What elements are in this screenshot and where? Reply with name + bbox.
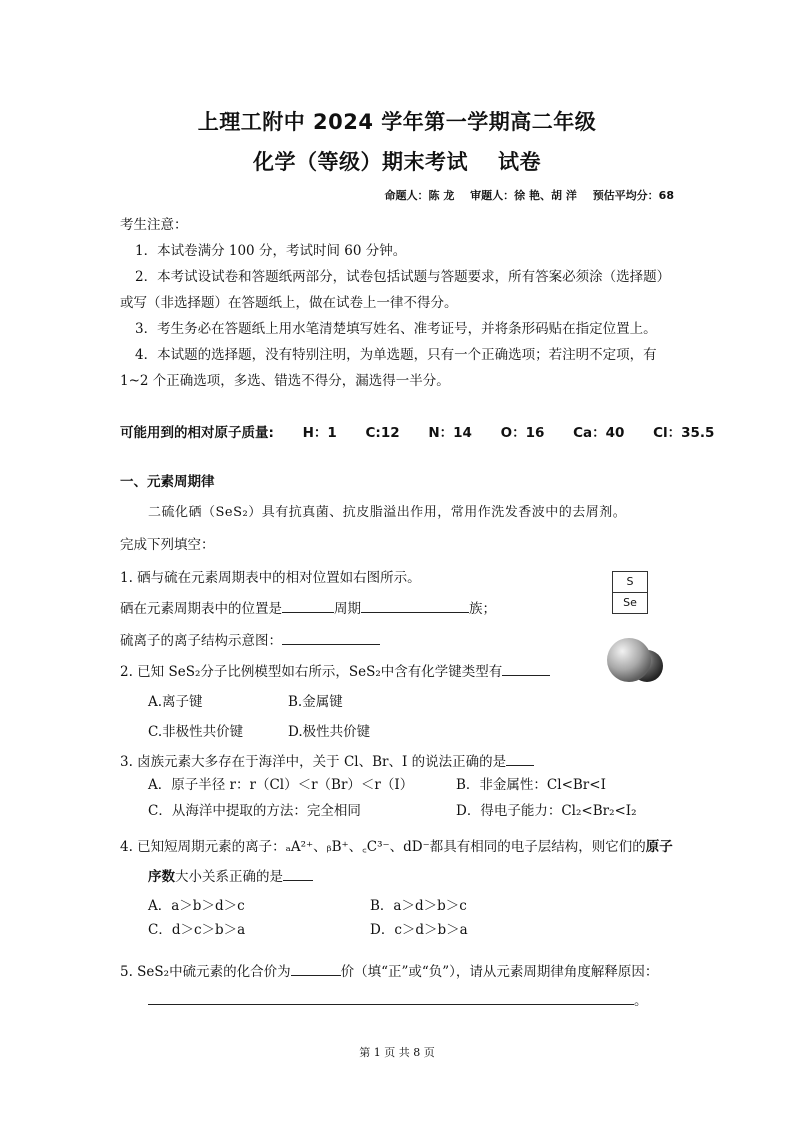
notice-heading: 考生注意：	[120, 217, 188, 233]
q2-option: C.非极性共价键	[148, 724, 244, 740]
q4-stem-cont: 序数大小关系正确的是	[148, 866, 313, 887]
q2-stem: 2. 已知 SeS₂分子比例模型如右所示，SeS₂中含有化学键类型有	[120, 661, 550, 682]
answer-blank[interactable]	[506, 751, 534, 766]
q4-stem: 4. 已知短周期元素的离子：ₐA²⁺、ᵦB⁺、꜀C³⁻、dD⁻都具有相同的电子层结构，则它们的原子	[120, 839, 673, 855]
exam-subtitle: 化学（等级）期末考试 试卷	[253, 150, 541, 174]
q3-stem: 3. 卤族元素大多存在于海洋中，关于 Cl、Br、I 的说法正确的是	[120, 751, 534, 772]
atomic-mass-value: O：16	[500, 425, 545, 441]
atomic-mass-value: N：14	[428, 425, 472, 441]
q2-option: B.金属键	[288, 694, 343, 710]
notice-item: 或写（非选择题）在答题纸上，做在试卷上一律不得分。	[120, 295, 458, 311]
q3-option: A．原子半径 r：r（Cl）＜r（Br）＜r（I）	[148, 777, 414, 793]
q4-option: C．d＞c＞b＞a	[148, 922, 246, 938]
q3-option: D．得电子能力：Cl₂<Br₂<I₂	[456, 803, 637, 819]
reviewer: 审题人：徐 艳、胡 洋	[470, 189, 577, 202]
q4-option: D．c＞d＞b＞a	[370, 922, 468, 938]
answer-blank[interactable]	[148, 990, 634, 1005]
q5-answer-line: 。	[148, 990, 648, 1011]
section-intro: 二硫化硒（SeS₂）具有抗真菌、抗皮脂溢出作用，常用作洗发香波中的去屑剂。	[148, 505, 627, 520]
notice-item: 4．本试题的选择题，没有特别注明，为单选题，只有一个正确选项；若注明不定项，有	[135, 347, 657, 363]
answer-blank[interactable]	[502, 661, 550, 676]
q1-line3: 硫离子的离子结构示意图：	[120, 630, 380, 651]
q5-stem: 5. SeS₂中硫元素的化合价为 价（填“正”或“负”），请从元素周期律角度解释原因：	[120, 961, 658, 982]
atomic-mass-label: 可能用到的相对原子质量:	[120, 425, 274, 441]
cell-s: S	[626, 575, 634, 588]
page-footer: 第 1 页 共 8 页	[359, 1046, 435, 1059]
sees2-space-filling-model	[598, 636, 670, 686]
periodic-table-fragment	[612, 571, 648, 614]
section-heading: 一、元素周期律	[120, 474, 215, 490]
notice-item: 1．本试卷满分 100 分，考试时间 60 分钟。	[135, 243, 407, 259]
exam-meta	[372, 187, 674, 203]
answer-blank[interactable]	[361, 598, 469, 613]
atomic-mass-value: Ca：40	[573, 425, 625, 441]
notice-item: 3．考生务必在答题纸上用水笔清楚填写姓名、准考证号，并将条形码贴在指定位置上。	[135, 321, 657, 337]
se-atom	[607, 638, 651, 682]
answer-blank[interactable]	[282, 598, 334, 613]
q1-stem: 1. 硒与硫在元素周期表中的相对位置如右图所示。	[120, 570, 421, 586]
atomic-mass-value: C:12	[365, 425, 400, 441]
q2-option: A.离子键	[148, 694, 203, 710]
answer-blank[interactable]	[282, 630, 380, 645]
ion-list: ₐA²⁺、ᵦB⁺、꜀C³⁻、dD⁻	[285, 839, 430, 855]
exam-title: 上理工附中 2024 学年第一学期高二年级	[197, 110, 597, 134]
q1-line2: 硒在元素周期表中的位置是 周期 族；	[120, 598, 496, 619]
q3-option: C．从海洋中提取的方法：完全相同	[148, 803, 361, 819]
answer-blank[interactable]	[291, 961, 341, 976]
q4-option: B．a＞d＞b＞c	[370, 898, 467, 914]
q3-option: B．非金属性：Cl<Br<I	[456, 777, 606, 793]
proposer: 命题人：陈 龙	[384, 189, 455, 202]
section-instruction: 完成下列填空：	[120, 537, 215, 553]
answer-blank[interactable]	[283, 866, 313, 881]
q4-option: A．a＞b＞d＞c	[148, 898, 245, 914]
atomic-mass-value: Cl：35.5	[653, 425, 715, 441]
q2-option: D.极性共价键	[288, 724, 371, 740]
atomic-mass-line	[120, 421, 738, 441]
notice-item: 2．本考试设试卷和答题纸两部分，试卷包括试题与答题要求，所有答案必须涂（选择题）	[135, 269, 671, 285]
avg-score: 预估平均分：68	[592, 189, 674, 202]
atomic-mass-value: H：1	[302, 425, 337, 441]
notice-item: 1~2 个正确选项，多选、错选不得分，漏选得一半分。	[120, 373, 450, 389]
cell-se: Se	[613, 592, 647, 613]
